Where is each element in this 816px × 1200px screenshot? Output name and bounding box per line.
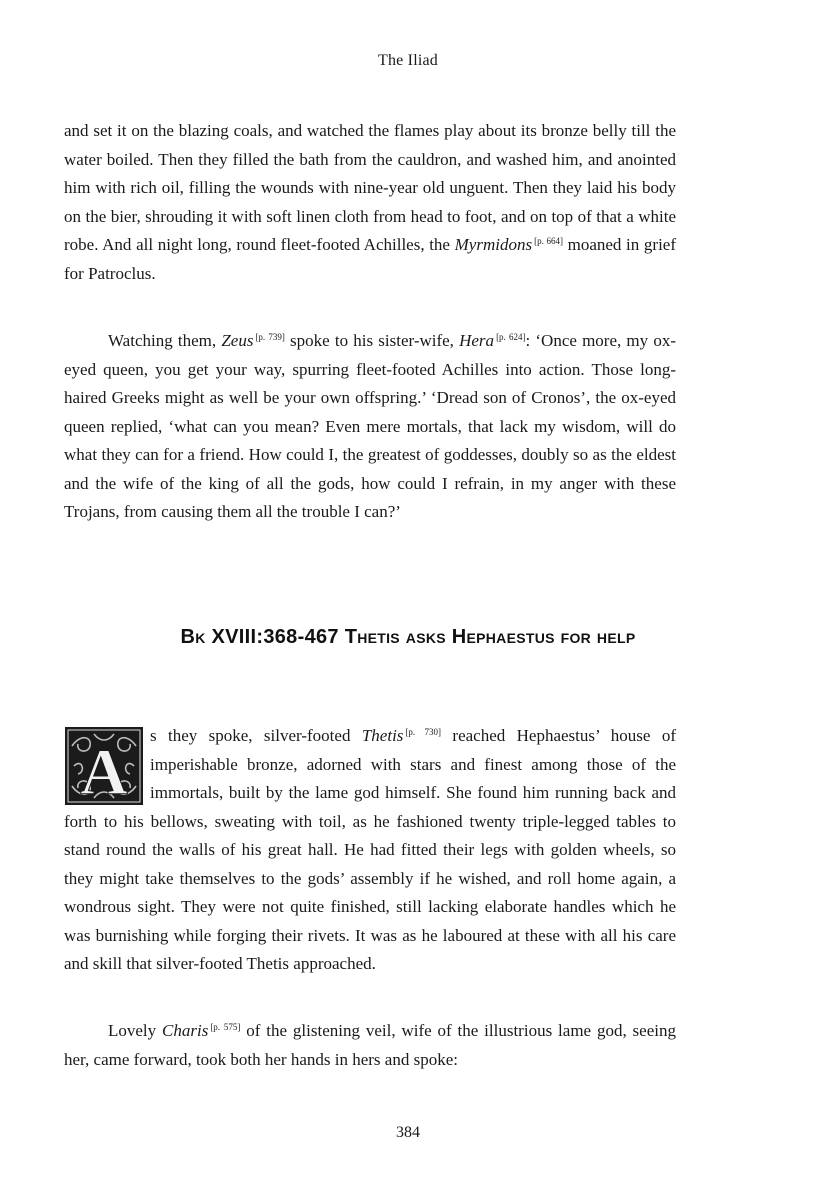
name-charis: Charis bbox=[162, 1021, 209, 1040]
ornamental-dropcap bbox=[64, 726, 144, 806]
paragraph-text: Watching them, bbox=[108, 331, 222, 350]
page-reference-link[interactable]: [p. 575] bbox=[210, 1022, 241, 1032]
name-myrmidons: Myrmidons bbox=[454, 235, 533, 254]
page-reference-link[interactable]: [p. 624] bbox=[496, 332, 526, 342]
paragraph-text: of the glistening veil, wife of the illustrious lame god, seeing her, came forward, took both her hands in hers and spoke: bbox=[64, 1021, 676, 1069]
page-number: 384 bbox=[396, 1124, 420, 1141]
paragraph-text: moaned in grief for Patroclus. bbox=[64, 235, 677, 283]
paragraph-text: Lovely bbox=[108, 1021, 163, 1040]
paragraph-text: reached Hephaestus’ house of imperishable bronze, adorned with stars and finest among those of the immortals, built by the lame god himself. She found him running back and forth to his bellows, sweating with toil, as he fashioned twenty triple-legged tables to stand round the walls of his great hall. He had fitted their legs with golden wheels, so they might take themselves to the gods’ assembly if he wished, and roll home again, a wondrous sight. They were not quite finished, still lacking elaborate handles which he was burnishing while forging their rivets. It was as he laboured at these with all his care and skill that silver-footed Thetis approached. bbox=[64, 726, 676, 973]
dropcap-ornament-icon bbox=[64, 726, 144, 806]
name-thetis: Thetis bbox=[361, 726, 404, 745]
paragraph-4 bbox=[64, 1017, 676, 1074]
page-reference-link[interactable]: [p. 730] bbox=[405, 727, 442, 737]
name-hera: Hera bbox=[459, 331, 495, 350]
paragraph-text: s they spoke, silver-footed bbox=[150, 726, 362, 745]
paragraph-text: : ‘Once more, my ox-eyed queen, you get your way, spurring fleet-footed Achilles into action. Those long-haired Greeks might as well be your own offspring.’ ‘Dread son of Cronos’, the ox-eyed queen replied, ‘what can you mean? Even mere mortals, that lack my wisdom, will do what they can for a friend. How could I, the greatest of goddesses, doubly so as the eldest and the wife of the king of all the gods, how could I refrain, in my anger with these Trojans, from causing them all the trouble I can?’ bbox=[64, 331, 676, 521]
paragraph-2 bbox=[64, 327, 676, 527]
paragraph-text: spoke to his sister-wife, bbox=[284, 331, 460, 350]
paragraph-3 bbox=[64, 722, 676, 979]
running-header: The Iliad bbox=[378, 52, 438, 69]
page-reference-link[interactable]: [p. 664] bbox=[534, 236, 563, 246]
page-reference-link[interactable]: [p. 739] bbox=[255, 332, 285, 342]
paragraph-text: and set it on the blazing coals, and watched the flames play about its bronze belly till the water boiled. Then they filled the bath from the cauldron, and washed him, and anointed him with rich oil, filling the wounds with nine-year old unguent. Then they laid his body on the bier, shrouding it with soft linen cloth from head to foot, and on top of that a white robe. And all night long, round fleet-footed Achilles, the bbox=[64, 121, 676, 254]
dropcap-letter: A bbox=[80, 736, 128, 806]
section-heading: Bk XVIII:368-467 Thetis asks Hephaestus for help bbox=[180, 626, 636, 648]
paragraph-1 bbox=[64, 117, 676, 288]
name-zeus: Zeus bbox=[221, 331, 254, 350]
